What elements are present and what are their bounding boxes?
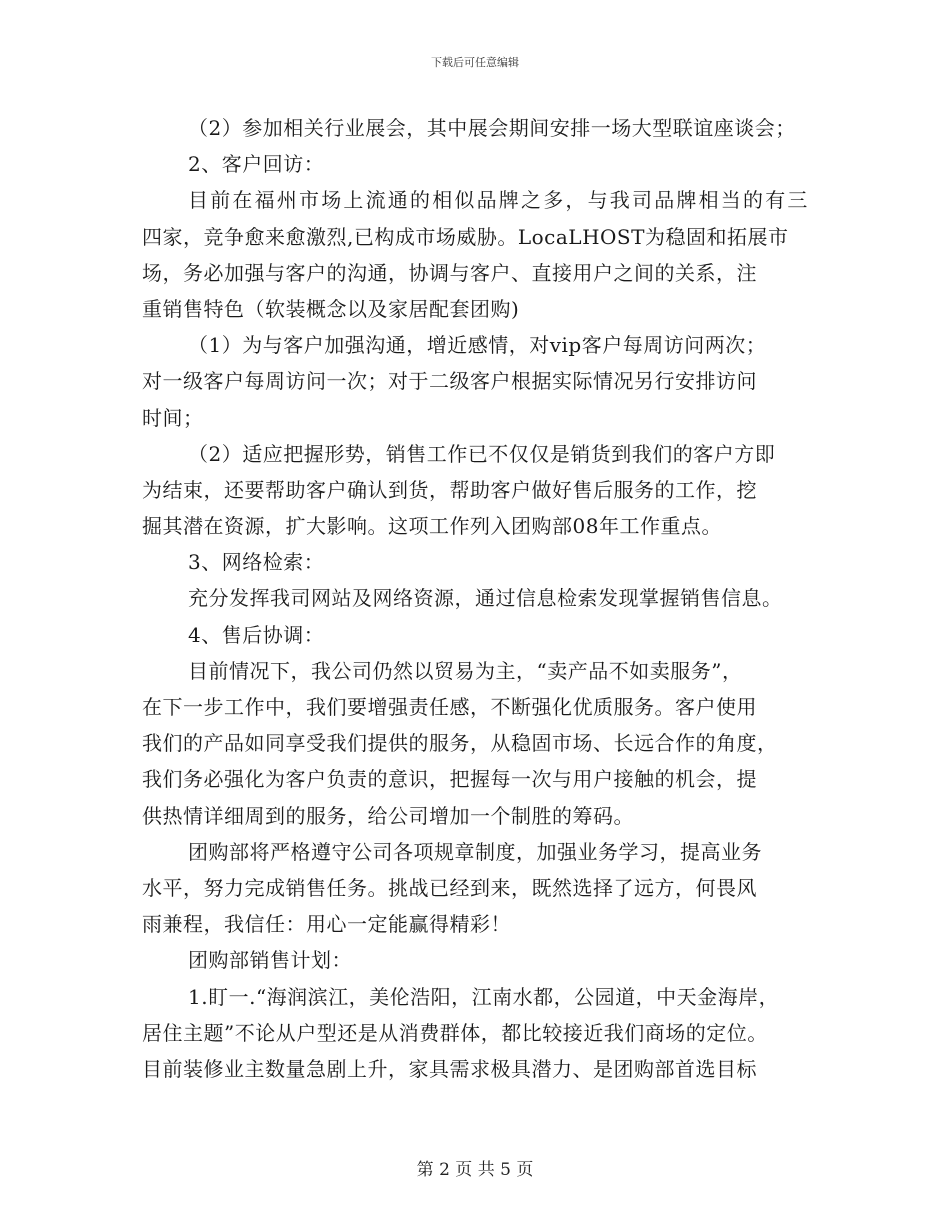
paragraph-line: 充分发挥我司网站及网络资源，通过信息检索发现掌握销售信息。 — [188, 586, 783, 611]
section-heading: 2、客户回访： — [188, 152, 325, 177]
paragraph-line: 目前在福州市场上流通的相似品牌之多，与我司品牌相当的有三 — [188, 188, 810, 213]
section-heading: 3、网络检索： — [188, 550, 325, 575]
paragraph-line: （1）为与客户加强沟通，增近感情，对vip客户每周访问两次； — [188, 333, 767, 358]
paragraph-line: 四家，竞争愈来愈激烈,已构成市场威胁。LocaLHOST为稳固和拓展市 — [142, 224, 789, 249]
paragraph-line: 对一级客户每周访问一次；对于二级客户根据实际情况另行安排访问 — [142, 369, 757, 394]
page-number: 第 2 页 共 5 页 — [416, 1160, 534, 1180]
paragraph-line: 水平，努力完成销售任务。挑战已经到来，既然选择了远方，何畏风 — [142, 875, 757, 900]
page-header: 下载后可任意编辑 — [431, 56, 519, 69]
paragraph-line: （2）适应把握形势，销售工作已不仅仅是销货到我们的客户方即 — [188, 441, 776, 466]
paragraph-line: 1.盯一.“海润滨江，美伦浩阳，江南水都，公园道，中天金海岸， — [188, 984, 780, 1009]
paragraph-line: 团购部将严格遵守公司各项规章制度，加强业务学习，提高业务 — [188, 839, 762, 864]
paragraph-line: 我们务必强化为客户负责的意识，把握每一次与用户接触的机会，提 — [142, 767, 757, 792]
document-body — [142, 110, 822, 1087]
paragraph-line: 雨兼程，我信任：用心一定能赢得精彩！ — [142, 912, 511, 937]
paragraph-line: 为结束，还要帮助客户确认到货，帮助客户做好售后服务的工作，挖 — [142, 477, 757, 502]
paragraph-line: 供热情详细周到的服务，给公司增加一个制胜的筹码。 — [142, 803, 634, 828]
section-heading: 4、售后协调： — [188, 622, 325, 647]
paragraph-line: 场，务必加强与客户的沟通，协调与客户、直接用户之间的关系，注 — [142, 260, 757, 285]
paragraph-line: 掘其潜在资源，扩大影响。这项工作列入团购部08年工作重点。 — [142, 514, 722, 539]
paragraph-line: 时间； — [142, 405, 204, 430]
paragraph-line: 目前装修业主数量急剧上升，家具需求极具潜力、是团购部首选目标 — [142, 1056, 757, 1081]
paragraph-line: 目前情况下，我公司仍然以贸易为主，“卖产品不如卖服务”， — [188, 658, 743, 683]
paragraph-line: 居住主题”不论从户型还是从消费群体，都比较接近我们商场的定位。 — [142, 1020, 768, 1045]
section-heading: 团购部销售计划： — [188, 948, 352, 973]
paragraph-line: 在下一步工作中，我们要增强责任感，不断强化优质服务。客户使用 — [142, 695, 757, 719]
paragraph-line: 重销售特色（软装概念以及家居配套团购) — [142, 296, 520, 321]
paragraph-line: （2）参加相关行业展会，其中展会期间安排一场大型联谊座谈会； — [188, 116, 796, 140]
paragraph-line: 我们的产品如同享受我们提供的服务，从稳固市场、长远合作的角度， — [142, 731, 778, 756]
